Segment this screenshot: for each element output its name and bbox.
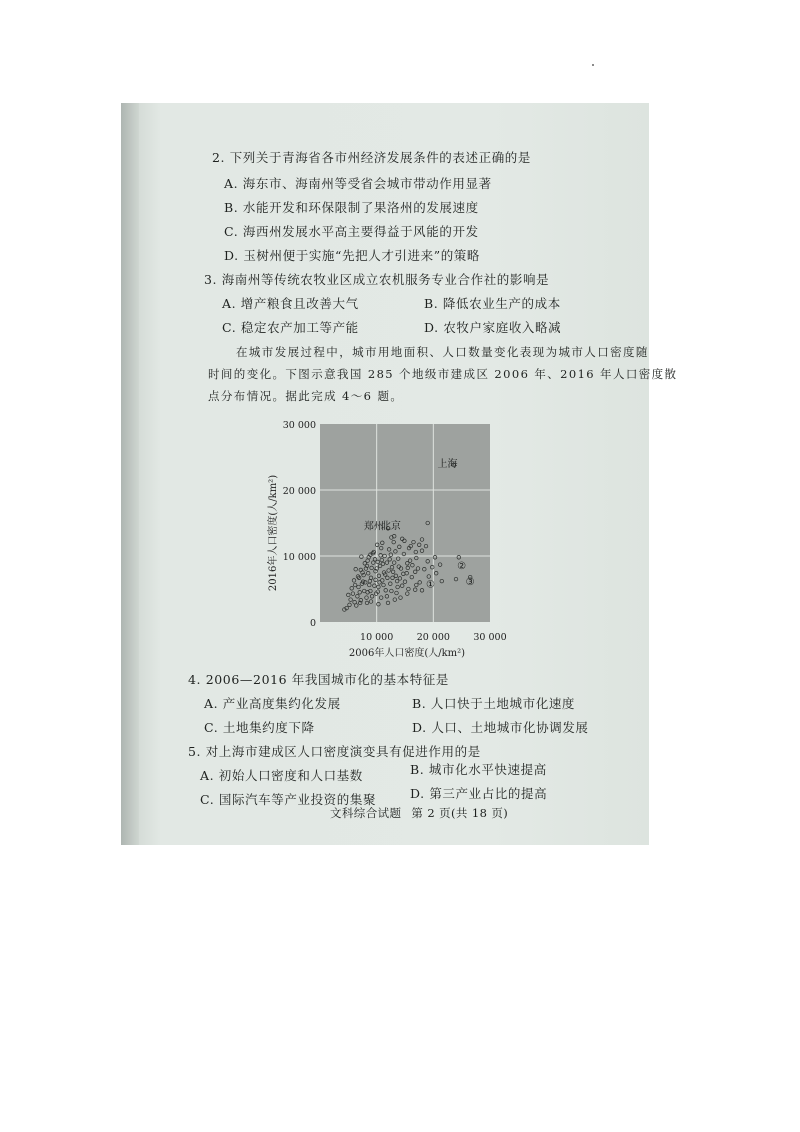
y-tick-label: 30 000	[282, 420, 316, 431]
annotation-label: 郑州	[363, 521, 384, 533]
y-tick-label: 10 000	[282, 552, 316, 563]
x-tick-label: 20 000	[416, 632, 450, 643]
q5-option-a: A. 初始人口密度和人口基数	[200, 768, 363, 783]
q3-stem: 3. 海南州等传统农牧业区成立农机服务专业合作社的影响是	[204, 272, 550, 287]
q4-option-c: C. 土地集约度下降	[204, 720, 315, 735]
plot-background	[320, 424, 490, 622]
q2-option-c: C. 海西州发展水平高主要得益于风能的开发	[224, 224, 479, 239]
speck	[592, 64, 594, 66]
q5-option-b: B. 城市化水平快速提高	[410, 762, 547, 777]
passage-line-3: 点分布情况。据此完成 4～6 题。	[208, 389, 404, 403]
q3-option-a: A. 增产粮食且改善大气	[222, 296, 359, 311]
q4-stem: 4. 2006—2016 年我国城市化的基本特征是	[188, 672, 449, 687]
page-edge-shadow	[121, 103, 139, 845]
annotation-label: ③	[465, 577, 475, 589]
q3-option-d: D. 农牧户家庭收入略减	[424, 320, 562, 335]
q5-stem: 5. 对上海市建成区人口密度演变具有促进作用的是	[188, 744, 481, 759]
q2-option-b: B. 水能开发和环保限制了果洛州的发展速度	[224, 200, 479, 215]
x-tick-label: 30 000	[473, 632, 507, 643]
q5-option-d: D. 第三产业占比的提高	[410, 786, 548, 801]
q3-option-c: C. 稳定农产加工等产能	[222, 320, 359, 335]
passage-line-1: 在城市发展过程中，城市用地面积、人口数量变化表现为城市人口密度随	[236, 345, 649, 359]
footer-subject: 文科综合试题	[330, 806, 402, 820]
annotation-label: 上海	[437, 458, 458, 470]
y-axis-label: 2016年人口密度(人/km²)	[268, 474, 279, 592]
q4-option-a: A. 产业高度集约化发展	[204, 696, 341, 711]
q2-option-a: A. 海东市、海南州等受省会城市带动作用显著	[224, 176, 492, 191]
q4-option-b: B. 人口快于土地城市化速度	[412, 696, 576, 711]
y-tick-label: 20 000	[282, 486, 316, 497]
footer-page-number: 第 2 页(共 18 页)	[411, 806, 509, 820]
q3-option-b: B. 降低农业生产的成本	[424, 296, 561, 311]
q5-option-c: C. 国际汽车等产业投资的集聚	[200, 792, 377, 807]
annotation-label: ①	[426, 579, 435, 591]
passage-line-2: 时间的变化。下图示意我国 285 个地级市建成区 2006 年、2016 年人口密度散	[208, 367, 678, 381]
annotation-label: ②	[457, 561, 467, 573]
page-footer	[330, 805, 518, 821]
scatter-chart	[262, 414, 562, 694]
x-tick-label: 10 000	[360, 632, 394, 643]
scatter-chart-svg	[262, 414, 562, 694]
q4-option-d: D. 人口、土地城市化协调发展	[412, 720, 589, 735]
annotation-label: 北京	[380, 520, 401, 532]
y-tick-label: 0	[309, 618, 316, 629]
q2-option-d: D. 玉树州便于实施“先把人才引进来”的策略	[224, 248, 481, 263]
q2-stem: 2. 下列关于青海省各市州经济发展条件的表述正确的是	[212, 150, 532, 165]
x-axis-label: 2006年人口密度(人/km²)	[348, 648, 466, 659]
